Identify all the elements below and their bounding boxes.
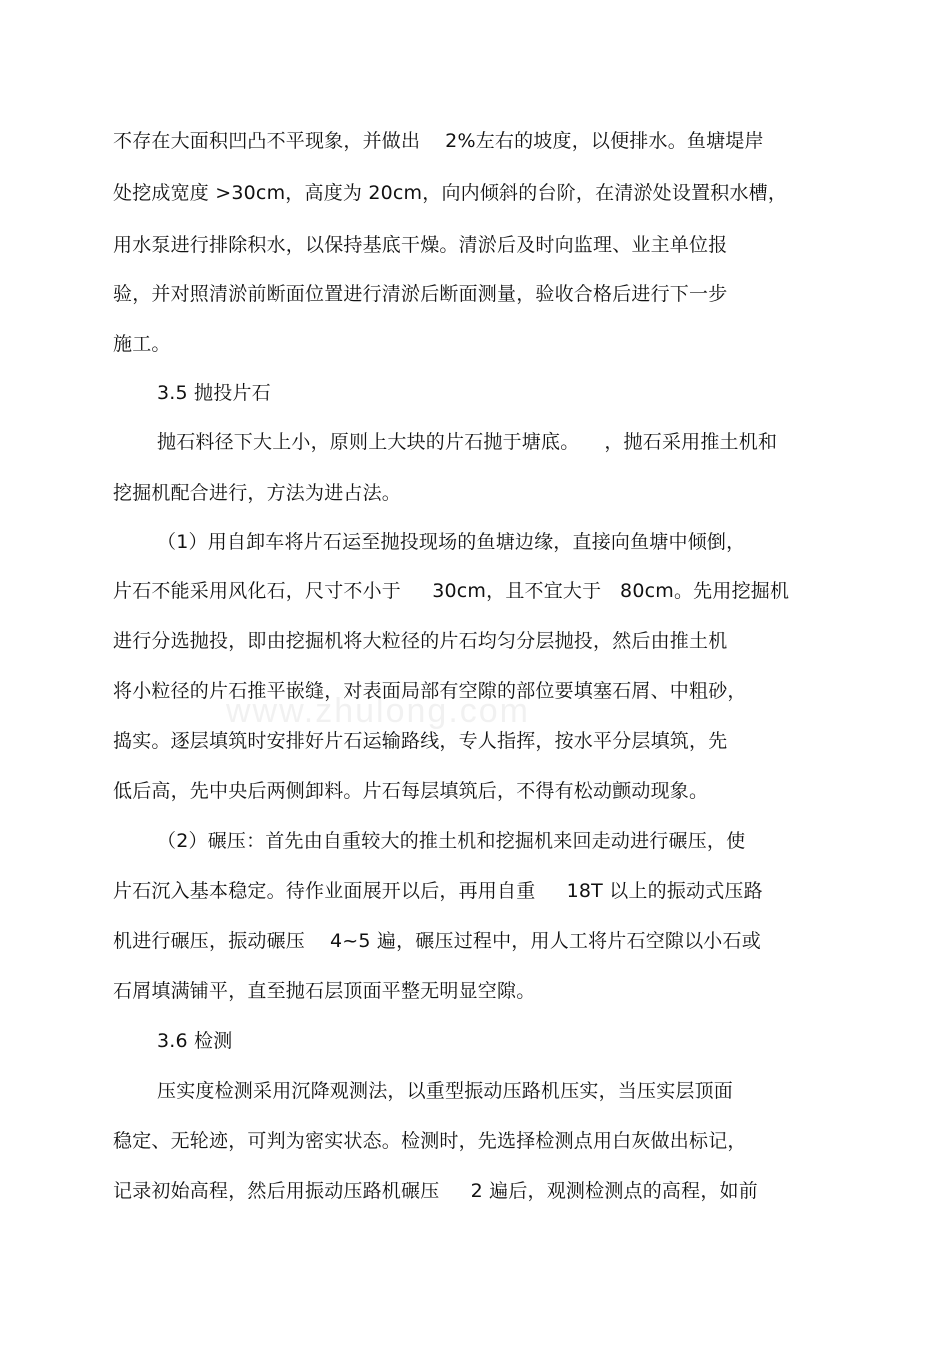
section-heading-3-5: 3.5 抛投片石 (157, 382, 271, 404)
paragraph-line: 压实度检测采用沉降观测法，以重型振动压路机压实，当压实层顶面 (157, 1080, 734, 1102)
paragraph-line: （1）用自卸车将片石运至抛投现场的鱼塘边缘，直接向鱼塘中倾倒， (157, 531, 746, 553)
paragraph-line: 施工。 (113, 333, 171, 355)
paragraph-line: 稳定、无轮迹，可判为密实状态。检测时，先选择检测点用白灰做出标记， (113, 1130, 747, 1152)
paragraph-line: （2）碾压：首先由自重较大的推土机和挖掘机来回走动进行碾压，使 (157, 830, 746, 852)
paragraph-line: 机进行碾压，振动碾压 4~5 遍，碾压过程中，用人工将片石空隙以小石或 (113, 930, 761, 952)
paragraph-line: 石屑填满铺平，直至抛石层顶面平整无明显空隙。 (113, 980, 536, 1002)
paragraph-line: 片石沉入基本稳定。待作业面展开以后，再用自重 18T 以上的振动式压路 (113, 880, 763, 902)
paragraph-line: 用水泵进行排除积水，以保持基底干燥。清淤后及时向监理、业主单位报 (113, 234, 728, 256)
paragraph-line: 处挖成宽度 >30cm，高度为 20cm，向内倾斜的台阶，在清淤处设置积水槽， (113, 182, 788, 204)
paragraph-line: 不存在大面积凹凸不平现象，并做出 2%左右的坡度，以便排水。鱼塘堤岸 (113, 130, 764, 152)
paragraph-line: 捣实。逐层填筑时安排好片石运输路线，专人指挥，按水平分层填筑，先 (113, 730, 728, 752)
paragraph-line: 挖掘机配合进行，方法为进占法。 (113, 482, 402, 504)
section-heading-3-6: 3.6 检测 (157, 1030, 233, 1052)
paragraph-line: 低后高，先中央后两侧卸料。片石每层填筑后，不得有松动颤动现象。 (113, 780, 709, 802)
paragraph-line: 抛石料径下大上小，原则上大块的片石抛于塘底。 ，抛石采用推土机和 (157, 431, 778, 453)
paragraph-line: 将小粒径的片石推平嵌缝，对表面局部有空隙的部位要填塞石屑、中粗砂， (113, 680, 747, 702)
watermark: www.zhulong.com (226, 692, 531, 730)
paragraph-line: 记录初始高程，然后用振动压路机碾压 2 遍后，观测检测点的高程，如前 (113, 1180, 758, 1202)
paragraph-line: 片石不能采用风化石，尺寸不小于 30cm，且不宜大于 80cm。先用挖掘机 (113, 580, 790, 602)
paragraph-line: 验，并对照清淤前断面位置进行清淤后断面测量，验收合格后进行下一步 (113, 283, 728, 305)
paragraph-line: 进行分选抛投，即由挖掘机将大粒径的片石均匀分层抛投，然后由推土机 (113, 630, 728, 652)
